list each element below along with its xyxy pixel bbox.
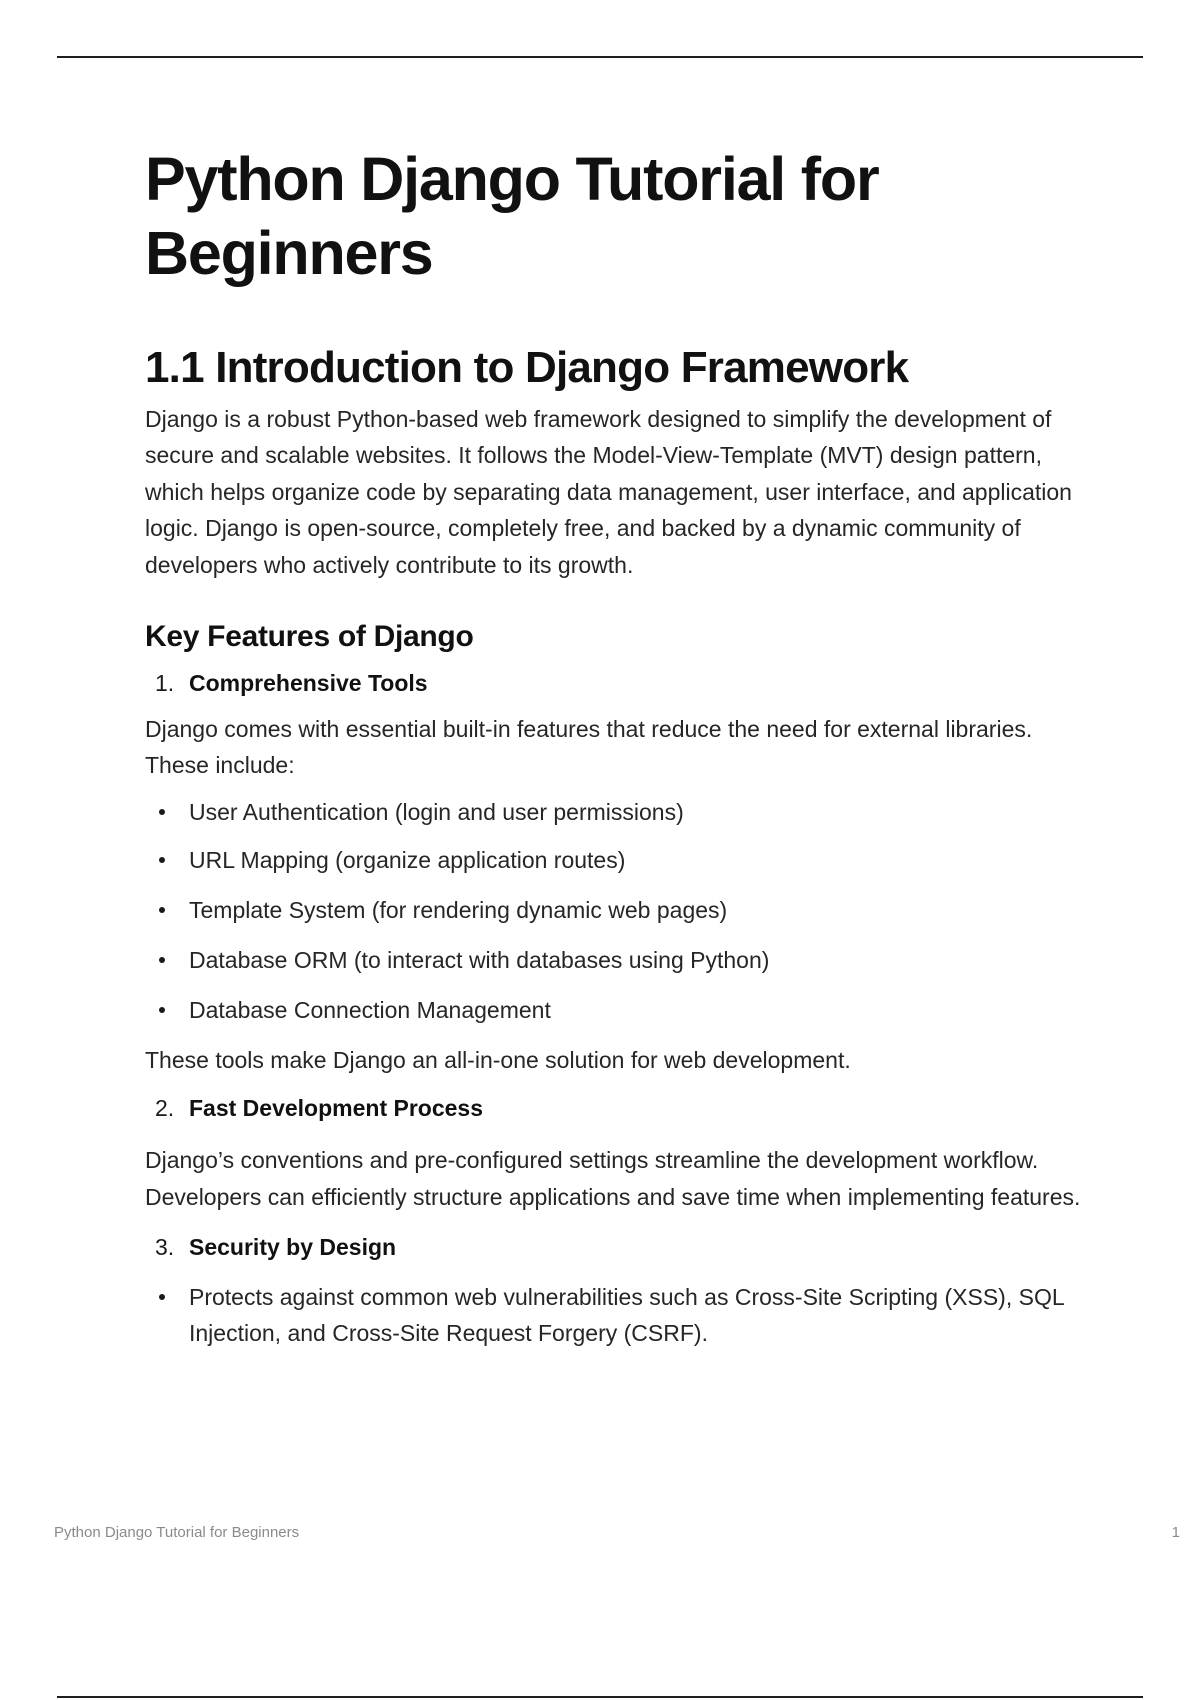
feature-1-label: Comprehensive Tools	[189, 670, 428, 697]
feature-1-description: Django comes with essential built-in features that reduce the need for external libraries. These include:	[145, 716, 1033, 779]
intro-paragraph: Django is a robust Python-based web framework designed to simplify the development of secure and scalable websites. It follows the Model-View-Template (MVT) design pattern, which helps organize code by separating data management, user interface, and application logic. Django is open-source, completely free, and backed by a dynamic community of developers who actively contribute to its growth.	[145, 406, 1072, 578]
bullet-dot	[159, 809, 165, 815]
list-item: Database Connection Management	[145, 992, 1085, 1028]
bullet-dot	[159, 1007, 165, 1013]
bottom-rule	[57, 1696, 1143, 1698]
feature-1-closing: These tools make Django an all-in-one solution for web development.	[145, 1046, 851, 1073]
feature-1-title	[145, 665, 1085, 701]
feature-2-title	[145, 1090, 1085, 1126]
page-number: 1	[1171, 1524, 1180, 1541]
features-heading: Key Features of Django	[145, 620, 474, 654]
feature-3-bullets	[145, 1279, 1085, 1351]
document-title: Python Django Tutorial for Beginners	[145, 145, 879, 287]
bullet-dot	[159, 957, 165, 963]
document-body	[145, 142, 1085, 1351]
list-item: Protects against common web vulnerabilities such as Cross-Site Scripting (XSS), SQL Injection, and Cross-Site Request Forgery (CSRF).	[145, 1279, 1085, 1351]
feature-2-description: Django’s conventions and pre-configured settings streamline the development workflow. Developers can efficiently structure applications and save time when implementing features.	[145, 1147, 1081, 1210]
feature-3-title	[145, 1229, 1085, 1265]
top-rule	[57, 56, 1143, 58]
list-item: User Authentication (login and user permissions)	[145, 794, 1085, 830]
bullet-dot	[159, 1294, 165, 1300]
bullet-dot	[159, 857, 165, 863]
list-item: Database ORM (to interact with databases using Python)	[145, 942, 1085, 978]
section-heading: 1.1 Introduction to Django Framework	[145, 343, 909, 392]
bullet-dot	[159, 907, 165, 913]
list-item: URL Mapping (organize application routes)	[145, 842, 1085, 878]
feature-3-number: 3.	[155, 1234, 175, 1261]
feature-2-number: 2.	[155, 1095, 175, 1122]
feature-2-label: Fast Development Process	[189, 1095, 484, 1122]
feature-1-number: 1.	[155, 670, 175, 697]
feature-1-bullets	[145, 794, 1085, 1028]
footer-title: Python Django Tutorial for Beginners	[54, 1524, 300, 1541]
feature-3-label: Security by Design	[189, 1234, 397, 1261]
list-item: Template System (for rendering dynamic web pages)	[145, 892, 1085, 928]
